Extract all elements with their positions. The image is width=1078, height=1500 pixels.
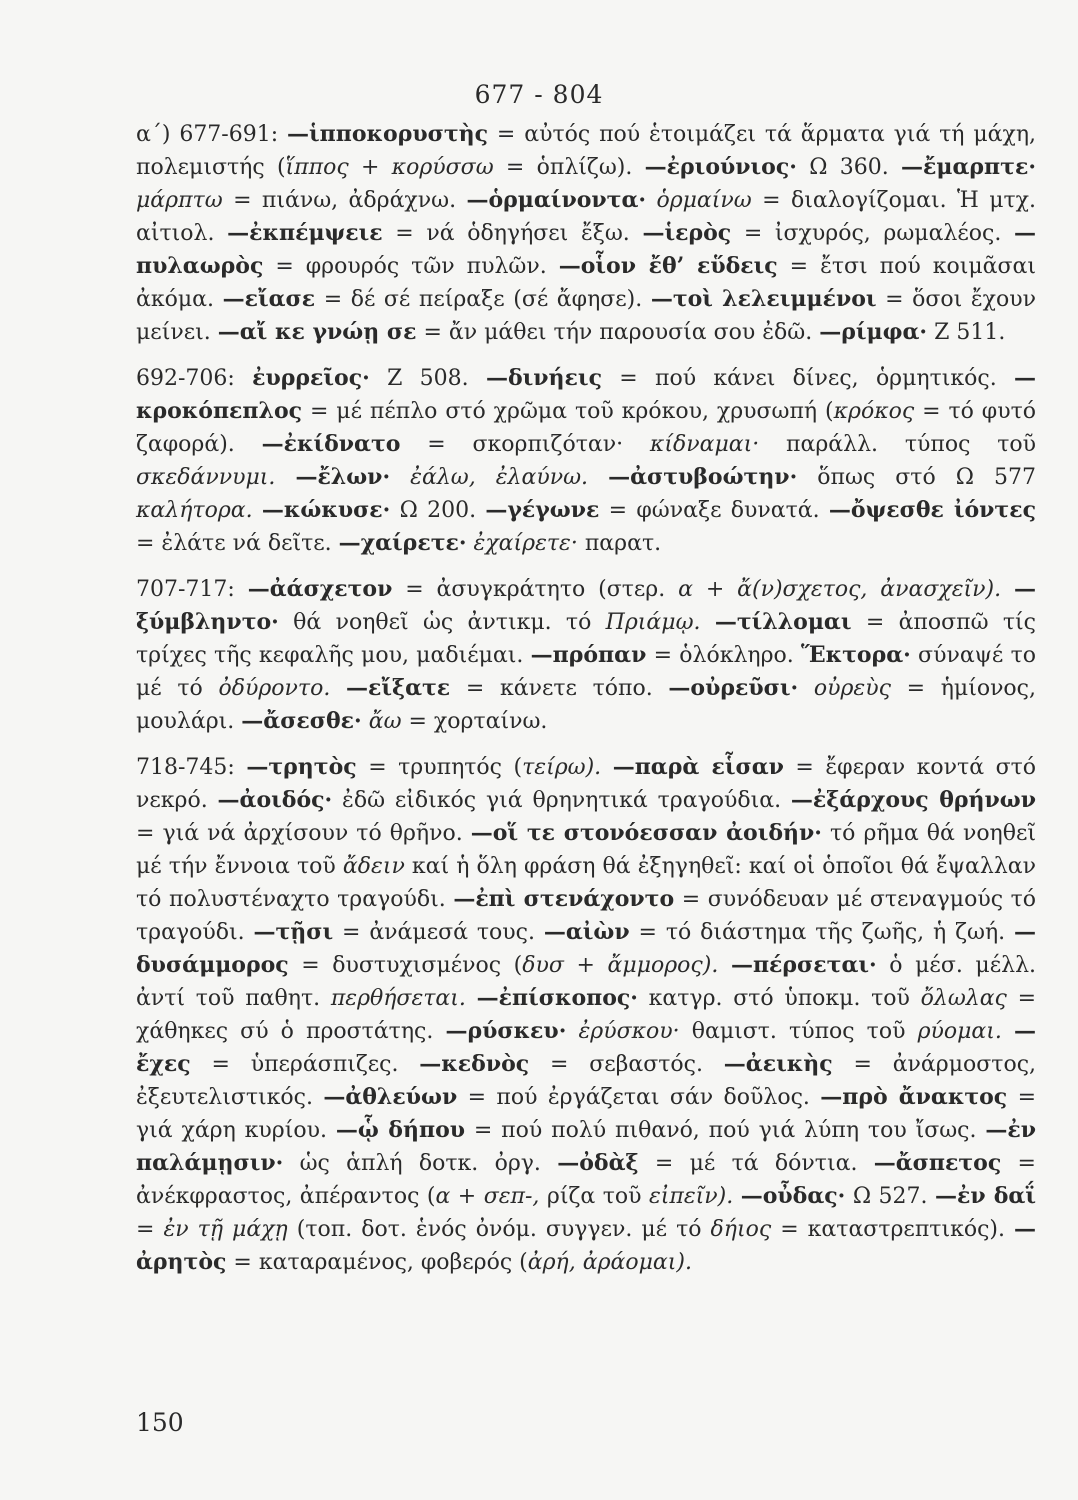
lemma-term: —πρόπαν	[530, 642, 647, 668]
lemma-term: —ἀστυβοώτην·	[608, 464, 798, 490]
greek-form: ἐν τῇ μάχῃ	[163, 1217, 288, 1242]
lemma-term: —τοὶ λελειμμένοι	[650, 286, 877, 312]
greek-form: ἐρύσκου·	[578, 1019, 680, 1044]
lemma-term: —παρὰ εἷσαν	[612, 754, 784, 780]
lemma-term: —ἐριούνιος·	[644, 154, 797, 180]
greek-form: ἄω	[368, 709, 402, 734]
lemma-term: —ἀθλεύων	[323, 1084, 458, 1110]
lemma-term: —οὐρεῦσι·	[668, 675, 799, 701]
lemma-term: —δυσάμμορος	[136, 919, 1036, 978]
gloss-text	[1002, 1019, 1014, 1044]
greek-form: εἰπεῖν).	[648, 1184, 734, 1209]
gloss-text: θά νοηθεῖ ὡς ἀντικμ. τό	[278, 610, 606, 635]
lemma-term: —ἀάσχετον	[247, 576, 393, 602]
lemma-term: —χαίρετε·	[338, 530, 467, 556]
gloss-text	[566, 1019, 578, 1044]
gloss-text: = γιά χάρη κυρίου.	[136, 1085, 1037, 1143]
lemma-term: —αἴ κε γνώῃ σε	[217, 319, 417, 345]
gloss-text: = ὁπλίζω).	[493, 155, 645, 180]
greek-form: ἵππος + κορύσσω	[285, 155, 494, 180]
lemma-term: —ἄσπετος	[873, 1150, 1002, 1176]
lemma-term: —οἷον ἔθ’ εὕδεις	[558, 253, 778, 279]
gloss-text: =	[136, 1217, 164, 1242]
gloss-text: = ἔτσι πού κοιμᾶσαι ἀκόμα.	[136, 254, 1036, 312]
lemma-term: —ᾧ δήπου	[335, 1117, 466, 1143]
greek-form: ἐχαίρετε·	[473, 531, 578, 556]
lemma-term: ἐυρρεῖος·	[252, 365, 370, 391]
gloss-text: = ὅσοι ἔχουν μείνει.	[136, 287, 1036, 345]
gloss-text: = δέ σέ πείραξε (σέ ἄφησε).	[315, 287, 651, 312]
lemma-term: —ἐπίσκοπος·	[476, 985, 638, 1011]
gloss-text: παράλλ. τύπος τοῦ	[759, 432, 1036, 457]
gloss-text: = σκορπιζόταν·	[400, 432, 650, 457]
lemma-term: —ξύμβληντο·	[136, 576, 1036, 635]
gloss-text: κατγρ. στό ὑποκμ. τοῦ	[637, 986, 921, 1011]
gloss-text: = ὑπεράσπιζες.	[190, 1052, 420, 1077]
gloss-text: Ω 360.	[796, 155, 902, 180]
lemma-term: —τῇσι	[253, 919, 334, 945]
gloss-text	[601, 755, 613, 780]
gloss-text: = ἀποσπῶ τίς τρίχες τῆς κεφαλῆς μου, μαδιέμαι.	[136, 610, 1036, 668]
lemma-term: —τρητὸς	[246, 754, 357, 780]
gloss-text: = ἀνέκφραστος, ἀπέραντος (	[136, 1151, 1036, 1209]
lemma-term: —πρὸ ἄνακτος	[820, 1084, 1008, 1110]
lemma-term: Ἕκτορα·	[800, 642, 911, 668]
gloss-text: 718-745:	[136, 755, 247, 780]
gloss-text: (τοπ. δοτ. ἑνός ὀνόμ. συγγεν. μέ τό	[287, 1217, 711, 1242]
gloss-text: = κάνετε τόπο.	[450, 676, 669, 701]
gloss-text	[646, 188, 656, 213]
gloss-text: = ἀνάρμοστος, ἐξευτελιστικός.	[136, 1052, 1037, 1110]
lemma-term: —ἐν δαΐ	[934, 1183, 1037, 1209]
gloss-text: = ὁλόκληρο.	[646, 643, 801, 668]
greek-form: ρύομαι.	[917, 1019, 1002, 1044]
gloss-text: = πιάνω, ἀδράχνω.	[222, 188, 467, 213]
gloss-text: = πού ἐργάζεται σάν δοῦλος.	[457, 1085, 821, 1110]
gloss-text: ὅπως στό Ω 577	[797, 465, 1037, 490]
lemma-term: —ἀρητὸς	[136, 1216, 1036, 1275]
gloss-text: Ω 200.	[390, 498, 486, 523]
gloss-text	[466, 986, 477, 1011]
lemma-term: —ἐπὶ στενάχοντο	[453, 886, 675, 912]
lemma-term: —κεδνὸς	[419, 1051, 530, 1077]
gloss-text	[362, 709, 369, 734]
gloss-text: ὁ μέσ. μέλλ. ἀντί τοῦ παθητ.	[136, 953, 1037, 1011]
gloss-text: = χορταίνω.	[401, 709, 548, 734]
gloss-text	[253, 498, 262, 523]
gloss-text: σύναψέ το μέ τό	[136, 643, 1036, 701]
gloss-text: = ἐλάτε νά δεῖτε.	[136, 531, 339, 556]
lemma-term: —ἔμαρπτε·	[901, 154, 1036, 180]
greek-form: οὐρεὺς	[813, 676, 891, 701]
lemma-term: —ὀδὰξ	[557, 1150, 639, 1176]
gloss-text	[718, 953, 731, 978]
gloss-text: = πού κάνει δίνες, ὁρμητικός.	[601, 366, 1015, 391]
gloss-text: = ἔφεραν κοντά στό νεκρό.	[136, 755, 1037, 813]
gloss-text: καί ἡ ὅλη φράση θά ἐξηγηθεῖ: καί οἱ ὁποῖοι θά ἔψαλλαν τό πολυστέναχτο τραγούδι.	[136, 854, 1037, 912]
gloss-text: = ἰσχυρός, ρωμαλέος.	[731, 221, 1014, 246]
lemma-term: —τίλλομαι	[714, 609, 852, 635]
gloss-text: = φώναξε δυνατά.	[599, 498, 829, 523]
gloss-text: ὡς ἁπλή δοτκ. ὀργ.	[283, 1151, 558, 1176]
gloss-text: = τό φυτό ζαφορά).	[136, 399, 1036, 457]
gloss-text: = μέ πέπλο στό χρῶμα τοῦ κρόκου, χρυσωπή (	[302, 399, 834, 424]
gloss-text: = νά ὁδηγήσει ἔξω.	[382, 221, 643, 246]
gloss-text: = ἀνάμεσά τους.	[333, 920, 544, 945]
greek-form: σκεδάννυμι.	[136, 465, 276, 490]
greek-form: δήιος	[710, 1217, 772, 1242]
greek-form: τείρω).	[522, 755, 602, 780]
greek-form: περθήσεται.	[330, 986, 466, 1011]
gloss-text: Ω 527.	[845, 1184, 935, 1209]
lemma-term: —δινήεις	[485, 365, 602, 391]
lemma-term: —ρίμφα·	[819, 319, 928, 345]
lemma-term: —πέρσεται·	[730, 952, 877, 978]
gloss-text: θαμιστ. τύπος τοῦ	[679, 1019, 918, 1044]
gloss-text: 707-717:	[136, 577, 248, 602]
gloss-text: = καταραμένος, φοβερός (	[226, 1250, 528, 1275]
commentary-paragraph-707-717	[136, 573, 1036, 738]
lemma-term: —ἐν παλάμῃσιν·	[136, 1117, 1036, 1176]
gloss-text: = τρυπητός (	[356, 755, 523, 780]
running-head: 677 - 804	[474, 80, 604, 109]
lemma-term: —ἱπποκορυστὴς	[287, 121, 489, 147]
greek-form: ἐάλω, ἐλαύνω.	[410, 465, 589, 490]
lemma-term: —ἔχες	[136, 1018, 1036, 1077]
gloss-text: = χάθηκες σύ ὁ προστάτης.	[136, 986, 1037, 1044]
lemma-term: —ὄψεσθε ἰόντες	[828, 497, 1037, 523]
lemma-term: —πυλαωρὸς	[136, 220, 1036, 279]
page-number: 150	[136, 1408, 184, 1437]
gloss-text: = τό διάστημα τῆς ζωῆς, ἡ ζωή.	[629, 920, 1014, 945]
gloss-text: τό ρῆμα θά νοηθεῖ μέ τήν ἔννοια τοῦ	[136, 821, 1037, 879]
lemma-term: —ἄσεσθε·	[241, 708, 362, 734]
greek-form: ὁρμαίνω	[656, 188, 752, 213]
gloss-text: = μέ τά δόντια.	[638, 1151, 874, 1176]
lemma-term: —ἐξάρχους θρήνων	[790, 787, 1036, 813]
gloss-text: = σεβαστός.	[529, 1052, 724, 1077]
lemma-term: —κροκόπεπλος	[136, 365, 1037, 424]
greek-form: καλήτορα.	[136, 498, 253, 523]
lemma-term: —ὁρμαίνοντα·	[466, 187, 647, 213]
greek-form: α + σεπ-,	[435, 1184, 540, 1209]
gloss-text: = συνόδευαν μέ στεναγμούς τό τραγούδι.	[136, 887, 1037, 945]
gloss-text: = ἀσυγκράτητο (στερ.	[392, 577, 679, 602]
lemma-term: —ἐκίδνατο	[261, 431, 401, 457]
gloss-text: Ζ 508.	[369, 366, 486, 391]
greek-form: Πριάμῳ.	[605, 610, 701, 635]
gloss-text: = καταστρεπτικός).	[771, 1217, 1014, 1242]
greek-form: κίδναμαι·	[649, 432, 760, 457]
greek-form: μάρπτω	[136, 188, 223, 213]
gloss-text	[701, 610, 715, 635]
commentary-paragraph-677-691	[136, 118, 1036, 349]
gloss-text: = διαλογίζομαι. Ἡ μτχ. αἰτιολ.	[136, 188, 1036, 246]
greek-form: ἀρή, ἀράομαι).	[527, 1250, 692, 1275]
lemma-term: —αἰὼν	[543, 919, 630, 945]
gloss-text	[330, 676, 346, 701]
lemma-term: —ἔλων·	[295, 464, 391, 490]
greek-form: ὄλωλας	[920, 986, 1007, 1011]
lemma-term: —εἴξατε	[346, 675, 451, 701]
gloss-text	[275, 465, 295, 490]
gloss-text	[588, 465, 608, 490]
gloss-text	[798, 676, 814, 701]
gloss-text: = δυστυχισμένος (	[288, 953, 523, 978]
lemma-term: —ἐκπέμψειε	[227, 220, 383, 246]
greek-form: ὀδύροντο.	[218, 676, 331, 701]
gloss-text: = φρουρός τῶν πυλῶν.	[263, 254, 559, 279]
gloss-text: Ζ 511.	[927, 320, 1006, 345]
greek-form: κρόκος	[833, 399, 915, 424]
gloss-text	[1001, 577, 1014, 602]
commentary-paragraph-692-706	[136, 362, 1036, 560]
lemma-term: —ἀεικὴς	[723, 1051, 833, 1077]
gloss-text: α΄) 677-691:	[136, 122, 288, 147]
lemma-term: —εἴασε	[222, 286, 316, 312]
lemma-term: —κώκυσε·	[261, 497, 391, 523]
lemma-term: —οὖδας·	[740, 1183, 846, 1209]
gloss-text: = γιά νά ἀρχίσουν τό θρῆνο.	[136, 821, 471, 846]
commentary-paragraph-718-745	[136, 751, 1036, 1279]
lemma-term: —ἱερὸς	[642, 220, 732, 246]
gloss-text: = ἡμίονος, μουλάρι.	[136, 676, 1036, 734]
gloss-text: παρατ.	[577, 531, 662, 556]
gloss-text	[467, 531, 474, 556]
gloss-text: = αὐτός πού ἑτοιμάζει τά ἅρματα γιά τή μάχη, πολεμιστής (	[136, 122, 1036, 180]
lemma-term: —οἵ τε στονόεσσαν ἀοιδήν·	[470, 820, 822, 846]
gloss-text: 692-706:	[136, 366, 253, 391]
greek-form: ἄδειν	[342, 854, 405, 879]
gloss-text: ἐδῶ εἰδικός γιά θρηνητικά τραγούδια.	[332, 788, 791, 813]
lemma-term: —ρύσκευ·	[445, 1018, 567, 1044]
gloss-text: ρίζα τοῦ	[539, 1184, 649, 1209]
gloss-text	[733, 1184, 740, 1209]
gloss-text: = πού πολύ πιθανό, πού γιά λύπη του ἴσως.	[465, 1118, 986, 1143]
commentary-body	[136, 118, 1036, 1292]
lemma-term: —γέγωνε	[485, 497, 600, 523]
gloss-text	[390, 465, 410, 490]
gloss-text: = ἄν μάθει τήν παρουσία σου ἐδῶ.	[416, 320, 820, 345]
lemma-term: —ἀοιδός·	[217, 787, 333, 813]
greek-form: α + ἄ(ν)σχετος, ἀνασχεῖν).	[678, 577, 1002, 602]
greek-form: δυσ + ἄμμορος).	[522, 953, 719, 978]
